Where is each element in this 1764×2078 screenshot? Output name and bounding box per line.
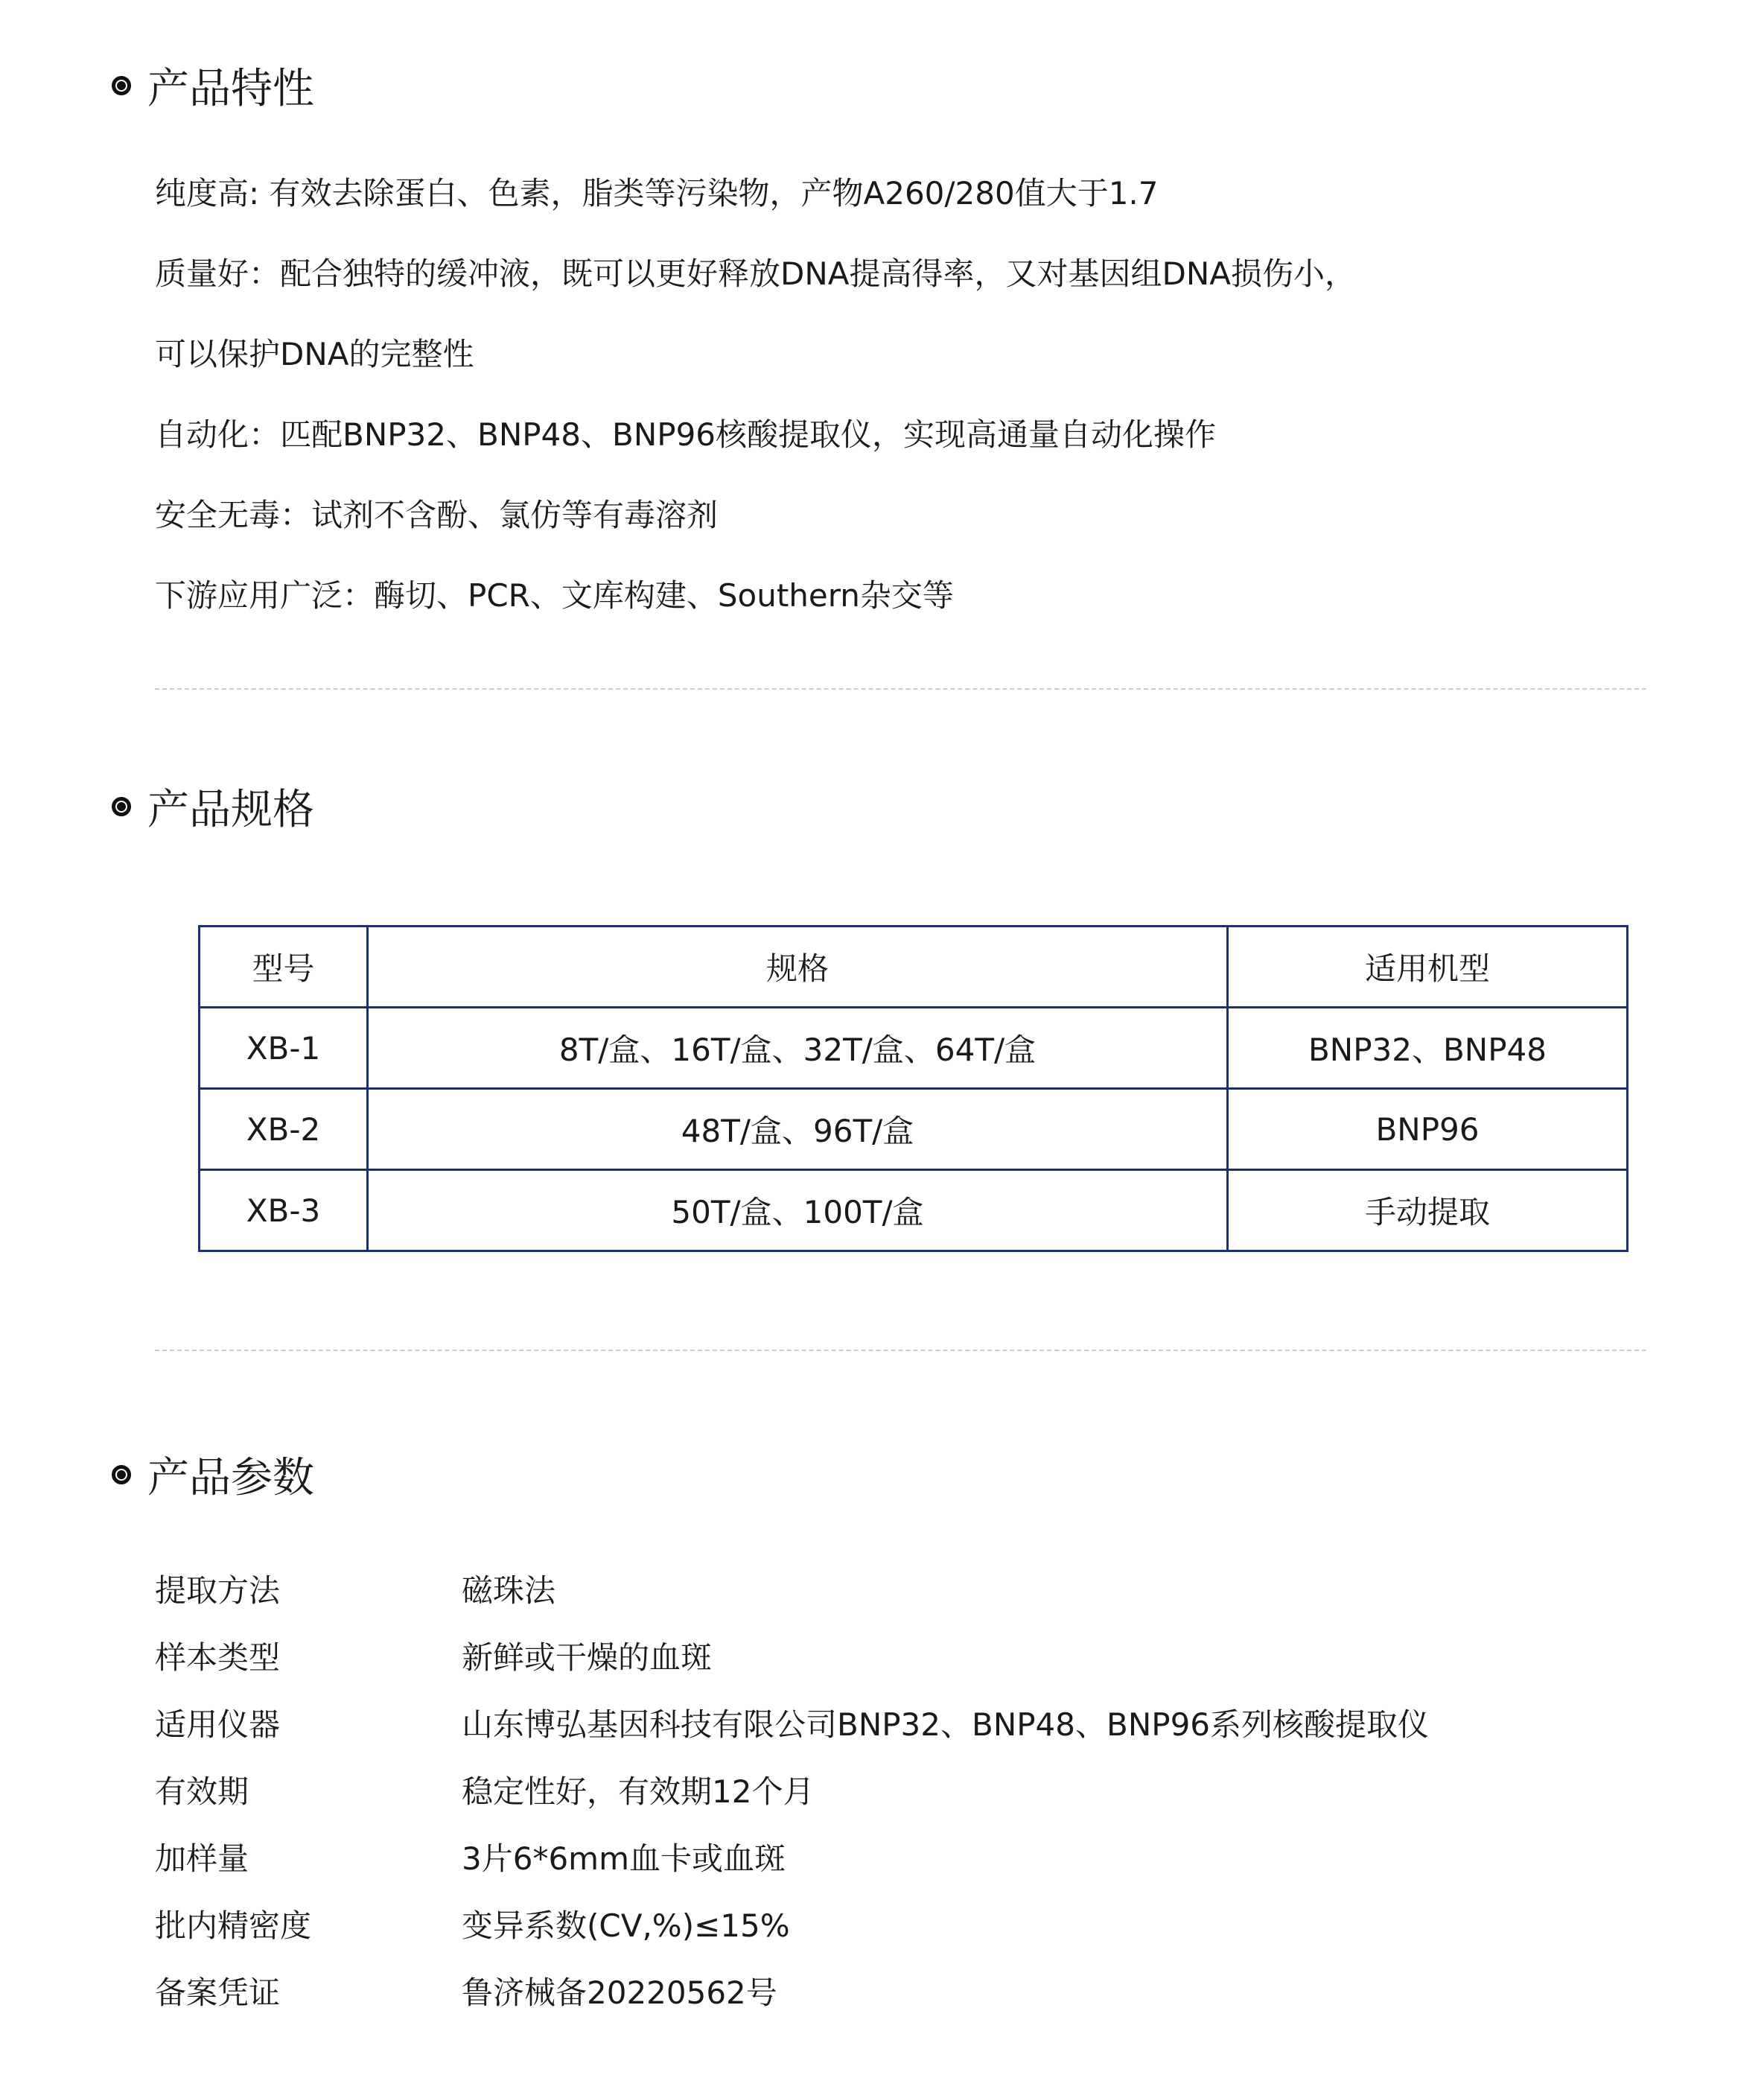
features-heading [112,56,314,115]
header-model: 型号 [200,927,368,1008]
specs-heading [112,777,314,836]
cell-spec: 8T/盒、16T/盒、32T/盒、64T/盒 [368,1008,1228,1089]
radio-bullet-icon [112,76,131,95]
param-list [155,1555,1644,2024]
params-heading [112,1445,314,1505]
spec-table [198,925,1628,1252]
feature-line: 质量好：配合独特的缓冲液，既可以更好释放DNA提高得率，又对基因组DNA损伤小， [155,255,1356,292]
param-label: 提取方法 [155,1572,281,1609]
feature-line: 纯度高: 有效去除蛋白、色素，脂类等污染物，产物A260/280值大于1.7 [155,175,1159,212]
feature-line: 安全无毒：试剂不含酚、氯仿等有毒溶剂 [155,497,719,533]
params-title: 产品参数 [147,1454,314,1502]
cell-instrument: 手动提取 [1228,1170,1628,1251]
table-row [200,1170,1628,1251]
param-value: 新鲜或干燥的血斑 [462,1639,713,1676]
cell-model: XB-2 [200,1089,368,1170]
param-value: 山东博弘基因科技有限公司BNP32、BNP48、BNP96系列核酸提取仪 [462,1706,1430,1743]
param-value: 鲁济械备20220562号 [462,1974,777,2011]
cell-model: XB-3 [200,1170,368,1251]
param-label: 适用仪器 [155,1706,281,1743]
param-row [155,1823,1644,1890]
param-label: 备案凭证 [155,1974,281,2011]
section-divider [155,1350,1646,1351]
features-title: 产品特性 [147,65,314,113]
feature-line: 下游应用广泛：酶切、PCR、文库构建、Southern杂交等 [155,577,954,614]
param-row [155,1622,1644,1689]
table-row [200,1008,1628,1089]
param-label: 加样量 [155,1840,249,1877]
param-row [155,1890,1644,1957]
specs-title: 产品规格 [147,786,314,834]
cell-model: XB-1 [200,1008,368,1089]
feature-line: 可以保护DNA的完整性 [155,336,474,372]
radio-bullet-icon [112,1465,131,1484]
radio-bullet-icon [112,797,131,816]
header-instrument: 适用机型 [1228,927,1628,1008]
section-divider [155,688,1646,690]
cell-spec: 50T/盒、100T/盒 [368,1170,1228,1251]
cell-instrument: BNP96 [1228,1089,1628,1170]
param-label: 批内精密度 [155,1907,312,1944]
param-row [155,1689,1644,1756]
param-row [155,1555,1644,1622]
table-row [200,1089,1628,1170]
param-value: 变异系数(CV,%)≤15% [462,1907,790,1944]
param-label: 有效期 [155,1773,249,1810]
cell-instrument: BNP32、BNP48 [1228,1008,1628,1089]
feature-list [155,164,1644,646]
param-row [155,1756,1644,1823]
param-value: 3片6*6mm血卡或血斑 [462,1840,786,1877]
feature-line: 自动化：匹配BNP32、BNP48、BNP96核酸提取仪，实现高通量自动化操作 [155,416,1217,453]
param-row [155,1957,1644,2024]
header-spec: 规格 [368,927,1228,1008]
param-label: 样本类型 [155,1639,281,1676]
param-value: 磁珠法 [462,1572,556,1609]
cell-spec: 48T/盒、96T/盒 [368,1089,1228,1170]
param-value: 稳定性好，有效期12个月 [462,1773,815,1810]
table-header-row [200,927,1628,1008]
